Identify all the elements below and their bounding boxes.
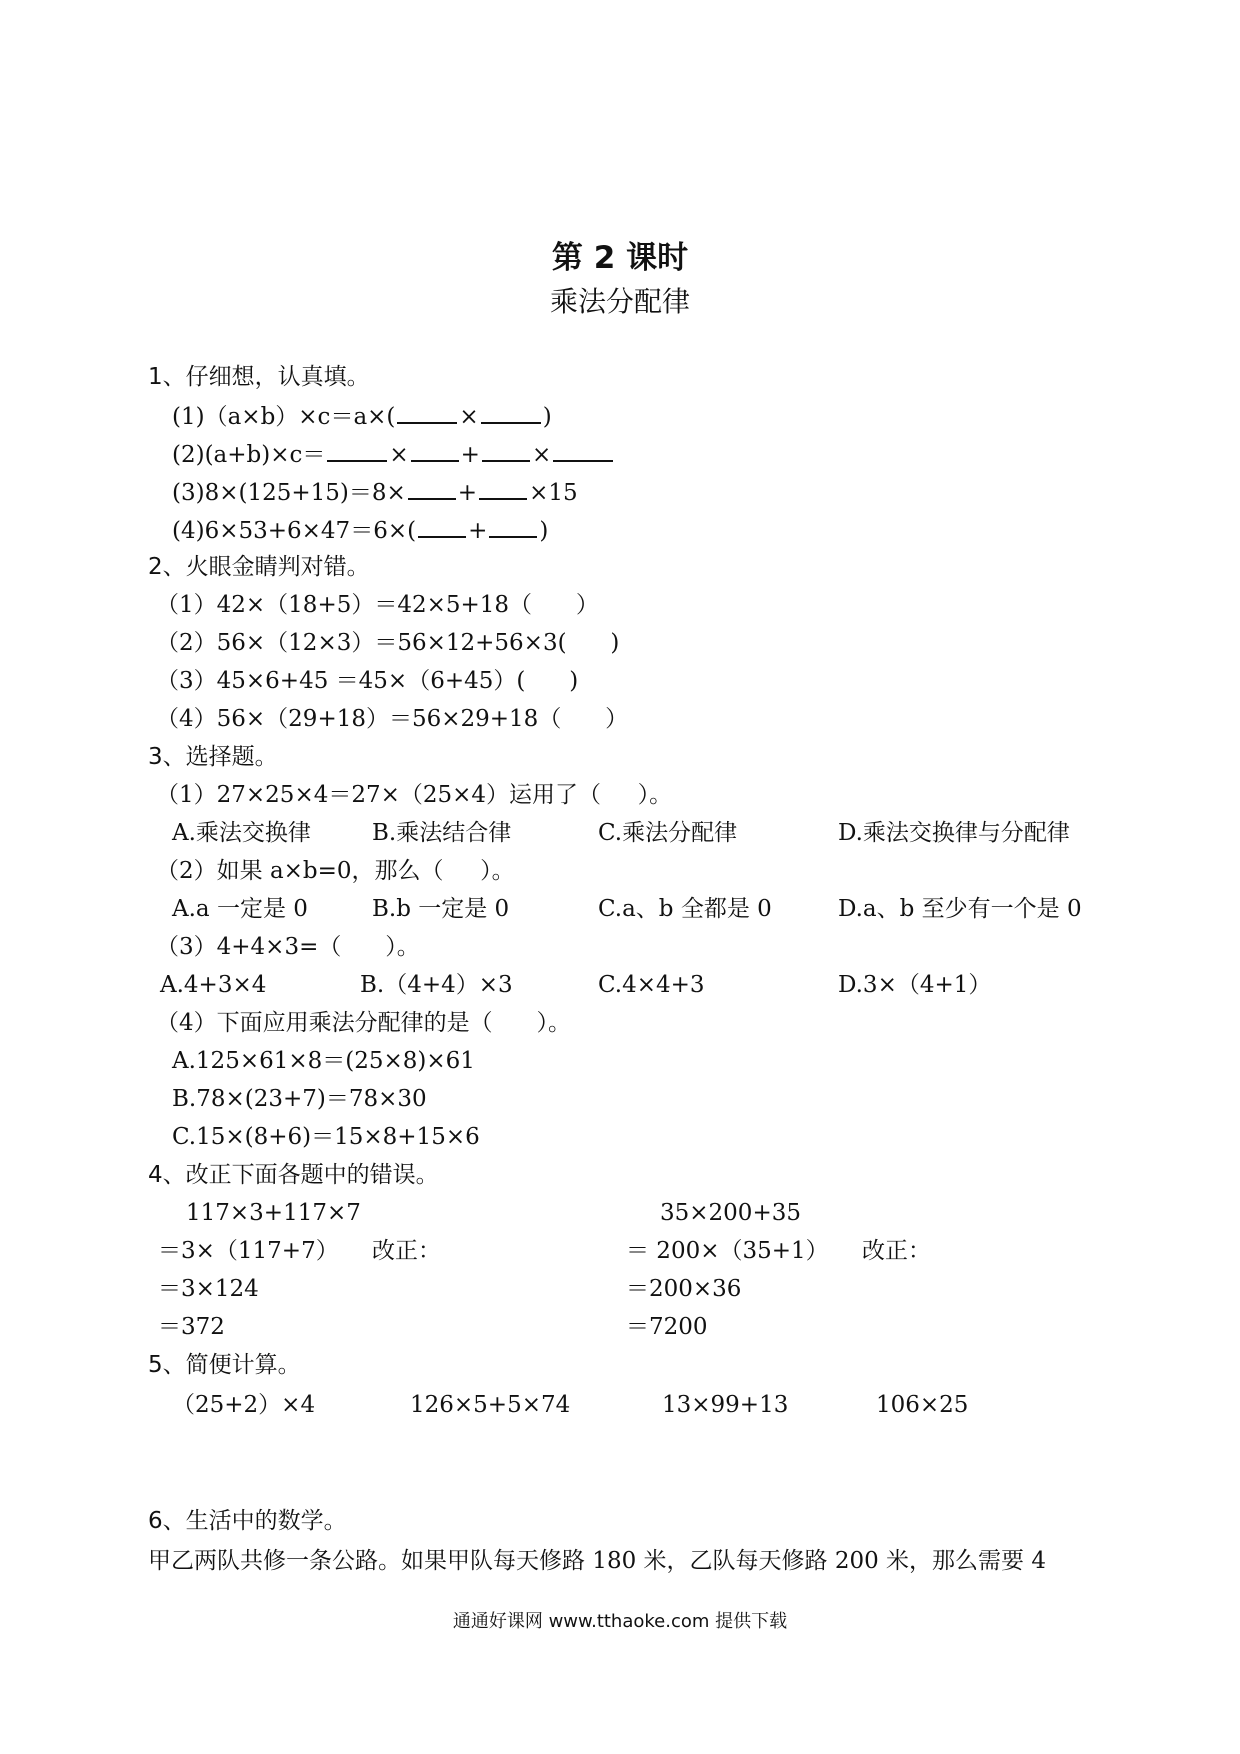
q3-2-option-d: D.a、b 至少有一个是 0 xyxy=(838,896,1082,922)
q5-item-1: （25+2）×4 xyxy=(172,1392,316,1418)
q3-stem-1: （1）27×25×4＝27×（25×4）运用了（ ）。 xyxy=(156,782,673,808)
q3-stem-3: （3）4+4×3=（ ）。 xyxy=(156,934,420,960)
answer-blank[interactable] xyxy=(418,514,466,538)
answer-blank[interactable] xyxy=(411,438,459,462)
q2-item-4: （4）56×（29+18）＝56×29+18（ ） xyxy=(156,706,629,732)
q4-left-line-1: 117×3+117×7 xyxy=(186,1200,361,1226)
answer-blank[interactable] xyxy=(481,400,541,424)
answer-blank[interactable] xyxy=(479,476,527,500)
q4-left-line-2: ＝3×（117+7） xyxy=(158,1238,339,1264)
q4-right-fix-label: 改正： xyxy=(862,1238,931,1264)
q2-item-1: （1）42×（18+5）＝42×5+18（ ） xyxy=(156,592,599,618)
section-1-heading: 1、仔细想，认真填。 xyxy=(148,364,370,390)
q3-1-option-b: B.乘法结合律 xyxy=(372,820,512,846)
q5-item-3: 13×99+13 xyxy=(662,1392,789,1418)
answer-blank[interactable] xyxy=(408,476,456,500)
section-2-heading: 2、火眼金睛判对错。 xyxy=(148,554,370,580)
answer-blank[interactable] xyxy=(327,438,387,462)
q4-left-fix-label: 改正： xyxy=(372,1238,441,1264)
q2-item-2: （2）56×（12×3）＝56×12+56×3( ) xyxy=(156,630,620,656)
q3-4-option-c: C.15×(8+6)＝15×8+15×6 xyxy=(172,1124,480,1150)
answer-blank[interactable] xyxy=(553,438,613,462)
section-3-heading: 3、选择题。 xyxy=(148,744,278,770)
q3-4-option-a: A.125×61×8＝(25×8)×61 xyxy=(172,1048,475,1074)
q3-4-option-b: B.78×(23+7)＝78×30 xyxy=(172,1086,427,1112)
q3-1-option-c: C.乘法分配律 xyxy=(598,820,738,846)
q6-problem-text: 甲乙两队共修一条公路。如果甲队每天修路 180 米，乙队每天修路 200 米，那么需要 4 xyxy=(148,1548,1046,1574)
q3-2-option-a: A.a 一定是 0 xyxy=(172,896,308,922)
q3-2-option-c: C.a、b 全都是 0 xyxy=(598,896,772,922)
q3-1-option-a: A.乘法交换律 xyxy=(172,820,311,846)
q4-right-line-4: ＝7200 xyxy=(626,1314,708,1340)
q1-item-4: (4)6×53+6×47＝6×( + ) xyxy=(172,514,548,546)
page-subtitle: 乘法分配律 xyxy=(549,285,690,318)
section-5-heading: 5、简便计算。 xyxy=(148,1352,301,1378)
q3-3-option-a: A.4+3×4 xyxy=(160,972,267,998)
q4-right-line-1: 35×200+35 xyxy=(660,1200,801,1226)
q3-2-option-b: B.b 一定是 0 xyxy=(372,896,510,922)
q3-3-option-c: C.4×4+3 xyxy=(598,972,705,998)
q1-item-1: (1)（a×b）×c＝a×( × ) xyxy=(172,400,552,432)
q3-stem-2: （2）如果 a×b=0，那么（ ）。 xyxy=(156,858,515,884)
section-4-heading: 4、改正下面各题中的错误。 xyxy=(148,1162,439,1188)
q5-item-2: 126×5+5×74 xyxy=(410,1392,571,1418)
q4-right-line-3: ＝200×36 xyxy=(626,1276,742,1302)
q4-left-line-4: ＝372 xyxy=(158,1314,225,1340)
footer-credit: 通通好课网 www.tthaoke.com 提供下载 xyxy=(452,1611,788,1632)
q2-item-3: （3）45×6+45 ＝45×（6+45）( ) xyxy=(156,668,579,694)
answer-blank[interactable] xyxy=(397,400,457,424)
q3-3-option-b: B.（4+4）×3 xyxy=(360,972,513,998)
answer-blank[interactable] xyxy=(482,438,530,462)
section-6-heading: 6、生活中的数学。 xyxy=(148,1508,347,1534)
q1-item-2: (2)(a+b)×c＝ × + × xyxy=(172,438,615,470)
q4-left-line-3: ＝3×124 xyxy=(158,1276,259,1302)
answer-blank[interactable] xyxy=(489,514,537,538)
page-title: 第 2 课时 xyxy=(551,240,689,276)
q4-right-line-2: ＝ 200×（35+1） xyxy=(626,1238,829,1264)
q5-item-4: 106×25 xyxy=(876,1392,969,1418)
q3-stem-4: （4）下面应用乘法分配律的是（ ）。 xyxy=(156,1010,571,1036)
q3-1-option-d: D.乘法交换律与分配律 xyxy=(838,820,1070,846)
q3-3-option-d: D.3×（4+1） xyxy=(838,972,992,998)
q1-item-3: (3)8×(125+15)＝8× + ×15 xyxy=(172,476,578,508)
